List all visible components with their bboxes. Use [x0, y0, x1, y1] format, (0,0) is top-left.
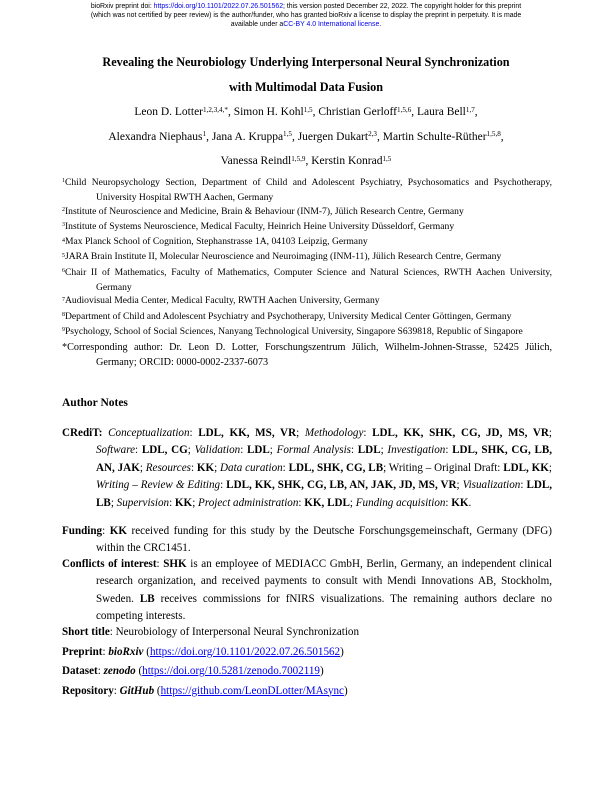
text-segment: zenodo — [103, 665, 136, 677]
link[interactable]: https://github.com/LeonDLotter/MAsync — [160, 684, 344, 697]
affiliation — [62, 310, 552, 325]
text-segment: Psychology, School of Social Sciences, Nanyang Technological University, Singapore S639818, Republic of Singapore — [64, 325, 523, 337]
conflicts-section — [62, 556, 552, 626]
text-segment: ) — [319, 665, 324, 677]
text-segment: Audiovisual Media Center, Medical Faculty, RWTH Aachen University, Germany — [64, 295, 380, 307]
text-segment: Repository — [62, 684, 114, 697]
text-segment: Methodology — [304, 427, 364, 439]
text-segment: ; — [349, 496, 356, 509]
text-segment: Funding — [62, 525, 103, 537]
text-segment: ( — [135, 665, 143, 677]
biorxiv-stamp-header — [26, 2, 586, 29]
paper-title-line-2: with Multimodal Data Fusion — [228, 80, 384, 94]
superscript: 8 — [62, 312, 65, 318]
text-segment: Software — [96, 444, 136, 457]
text-segment: LDL, SHK, CG, LB — [288, 461, 384, 474]
text-segment: Formal Analysis — [276, 444, 351, 457]
superscript: 1,5 — [283, 130, 292, 139]
superscript: 1,5 — [382, 154, 392, 163]
text-segment: , Simon H. Kohl — [227, 106, 304, 118]
text-segment: Max Planck School of Cognition, Stephanstrasse 1A, 04103 Leipzig, Germany — [64, 236, 368, 248]
text-segment: ; — [380, 444, 388, 457]
superscript: 1,5,9 — [291, 154, 306, 163]
text-segment: *Corresponding author: Dr. Leon D. Lotter, Forschungszentrum Jülich, Wilhelm-Johnen-Strasse, 52425 Jülich, Germany; ORCID: 0000-0002-2337-6073 — [62, 342, 552, 369]
superscript: 1 — [202, 130, 207, 139]
text-segment: Preprint — [62, 645, 103, 658]
funding-paragraph — [62, 523, 552, 558]
affiliation — [62, 294, 552, 309]
text-segment: LDL, SHK, CG, LB, AN, JAK — [96, 444, 553, 474]
text-segment: LDL — [357, 444, 381, 457]
superscript: 6 — [62, 268, 65, 275]
text-segment: ) — [340, 645, 344, 658]
text-segment: LDL, CG — [141, 444, 188, 457]
paper-title-line-1: Revealing the Neurobiology Underlying Interpersonal Neural Synchronization — [102, 55, 510, 69]
text-segment: LDL, KK, SHK, CG, JD, MS, VR — [372, 427, 549, 439]
superscript: 4 — [62, 237, 65, 244]
text-segment: Conceptualization — [108, 427, 190, 439]
text-segment: Conflicts of interest — [62, 558, 157, 570]
text-segment: Leon D. Lotter — [134, 106, 204, 118]
text-segment: : Neurobiology of Interpersonal Neural Synchronization — [109, 626, 359, 638]
dataset-line — [62, 662, 556, 682]
text-segment: ; this version posted December 22, 2022. The copyright holder for this preprint — [283, 3, 522, 10]
text-segment: is an employee of MEDIACC GmbH, Berlin, Germany, an independent clinical research organization, and received payments to consult with Mendi Innovations AB, Stockholm, Sweden. — [96, 558, 552, 605]
text-segment: LDL, KK, MS, VR — [198, 427, 297, 439]
text-segment: . — [379, 21, 382, 28]
author-list — [40, 101, 572, 175]
text-segment: CRediT: — [62, 427, 109, 439]
text-segment: : — [135, 444, 142, 457]
text-segment: KK — [109, 525, 127, 537]
text-segment: ; — [296, 427, 305, 439]
text-segment: : — [445, 444, 453, 457]
text-segment: Alexandra Niephaus — [108, 130, 203, 143]
text-segment: Project administration — [198, 496, 299, 509]
text-segment: ; — [548, 427, 552, 439]
text-segment: Dataset — [62, 665, 98, 677]
header-line-1 — [26, 2, 586, 11]
link[interactable]: https://doi.org/10.1101/2022.07.26.501562 — [149, 645, 341, 658]
text-segment: Investigation — [387, 444, 446, 457]
text-segment: Validation — [194, 444, 241, 457]
affiliation — [62, 325, 552, 340]
credit-paragraph — [62, 425, 552, 512]
text-segment: Department of Child and Adolescent Psychiatry and Psychotherapy, University Medical Center Göttingen, Germany — [64, 310, 512, 322]
credit-section — [62, 425, 552, 512]
text-segment: : — [445, 496, 452, 509]
text-segment: ; — [110, 496, 117, 509]
affiliation — [62, 235, 552, 250]
superscript: 1,5 — [303, 105, 313, 114]
text-segment: LDL, LB — [96, 479, 553, 509]
text-segment: bioRxiv preprint doi: — [90, 3, 154, 10]
text-segment: Funding acquisition — [355, 496, 446, 509]
text-segment: : — [240, 444, 247, 457]
text-segment: received funding for this study by the Deutsche Forschungsgemeinschaft, Germany (DFG) within the CRC1451. — [96, 525, 552, 555]
superscript: 1,5,8 — [486, 130, 501, 139]
paper-title — [52, 50, 560, 100]
author-line — [40, 101, 572, 126]
header-line-2: (which was not certified by peer review) is the author/funder, who has granted bioRxiv a license to display the preprint in perpetuity. It is made — [90, 12, 522, 19]
text-segment: : — [220, 479, 227, 492]
superscript: 1,5,6 — [397, 105, 412, 114]
text-segment: : — [298, 496, 305, 509]
text-segment: : — [102, 525, 110, 537]
text-segment: ) — [343, 684, 348, 697]
text-segment: Writing – Review & Editing — [96, 479, 221, 492]
text-segment: : — [189, 427, 199, 439]
text-segment: : — [169, 496, 175, 509]
link[interactable]: https://doi.org/10.1101/2022.07.26.501562 — [153, 3, 284, 10]
text-segment: ; — [548, 461, 552, 474]
text-segment: ; — [192, 496, 199, 509]
superscript: 9 — [62, 327, 65, 334]
text-segment: KK — [451, 496, 469, 509]
text-segment: : — [113, 684, 120, 697]
text-segment: Data curation — [220, 461, 283, 474]
author-line — [40, 126, 572, 151]
text-segment: Chair II of Mathematics, Faculty of Mathematics, Computer Science and Natural Sciences, RWTH Aachen University, Germany — [64, 266, 552, 294]
text-segment: ; — [269, 444, 277, 457]
affiliation — [62, 205, 552, 220]
text-segment: . — [468, 496, 472, 509]
text-segment: LB — [139, 592, 155, 605]
text-segment: , Christian Gerloff — [312, 106, 398, 118]
preprint-line — [62, 643, 556, 663]
text-segment: bioRxiv — [108, 645, 144, 658]
text-segment: : — [190, 461, 197, 474]
superscript: 3 — [62, 222, 65, 229]
text-segment: Institute of Systems Neuroscience, Medical Faculty, Heinrich Heine University Düsseldorf, Germany — [64, 220, 455, 232]
text-segment: ( — [154, 684, 161, 697]
text-segment: ; Writing – Original Draft: — [383, 461, 504, 474]
text-segment: ; — [456, 479, 463, 492]
superscript: 1 — [62, 178, 65, 185]
conflicts-paragraph — [62, 556, 552, 626]
text-segment: : — [102, 645, 109, 658]
text-segment: receives commissions for fNIRS visualizations. The remaining authors declare no competing interests. — [96, 592, 552, 623]
text-segment: : — [156, 558, 164, 570]
link[interactable]: https://doi.org/10.5281/zenodo.7002119 — [142, 665, 320, 677]
superscript: 1,2,3,4,* — [203, 105, 228, 114]
text-segment: : — [520, 479, 527, 492]
text-segment: Visualization — [462, 479, 521, 492]
text-segment: , Juergen Dukart — [291, 130, 369, 143]
text-segment: , Martin Schulte-Rüther — [376, 130, 487, 143]
text-segment: available under a — [230, 21, 284, 28]
text-segment: ( — [143, 645, 150, 658]
text-segment: Vanessa Reindl — [220, 155, 292, 167]
text-segment: Institute of Neuroscience and Medicine, Brain & Behaviour (INM-7), Jülich Research Centre, Germany — [64, 205, 464, 217]
text-segment: : — [350, 444, 358, 457]
text-segment: GitHub — [119, 684, 155, 697]
text-segment: Child Neuropsychology Section, Department of Child and Adolescent Psychiatry, Psychosomatics and Psychotherapy, University Hospital RWTH Aachen, Germany — [64, 177, 552, 204]
corresponding-author — [62, 340, 552, 370]
text-segment: KK, LDL — [304, 496, 350, 509]
text-segment: , — [500, 130, 504, 143]
author-line — [40, 150, 572, 175]
superscript: 2,3 — [368, 130, 377, 139]
text-segment: Resources — [145, 461, 191, 474]
affiliation — [62, 250, 552, 265]
link[interactable]: CC-BY 4.0 International license — [283, 21, 380, 28]
header-line-3 — [26, 20, 586, 29]
affiliation — [62, 266, 552, 295]
author-notes-heading: Author Notes — [62, 397, 128, 409]
text-segment: LDL, KK — [503, 461, 549, 474]
text-segment: Short title — [62, 626, 110, 638]
funding-section — [62, 523, 552, 558]
text-segment: , Laura Bell — [411, 106, 466, 118]
paper-metadata — [62, 623, 556, 701]
text-segment: , — [474, 106, 478, 118]
text-segment: : — [363, 427, 373, 439]
text-segment: KK — [196, 461, 215, 474]
corresponding-author-text — [62, 340, 552, 370]
affiliation — [62, 176, 552, 205]
superscript: 5 — [62, 252, 65, 259]
text-segment: , Kerstin Konrad — [305, 155, 383, 167]
affiliation — [62, 220, 552, 235]
text-segment: ; — [214, 461, 221, 474]
text-segment: KK — [174, 496, 193, 509]
text-segment: : — [97, 665, 104, 677]
text-segment: Supervision — [116, 496, 170, 509]
text-segment: LDL, KK, SHK, CG, LB, AN, JAK, JD, MS, VR — [226, 479, 457, 492]
text-segment: , Jana A. Kruppa — [206, 130, 284, 143]
text-segment: : — [282, 461, 289, 474]
repository-line — [62, 682, 556, 702]
text-segment: LDL — [246, 444, 270, 457]
text-segment: SHK — [163, 558, 187, 570]
text-segment: ; — [187, 444, 195, 457]
text-segment: JARA Brain Institute II, Molecular Neuroscience and Neuroimaging (INM-11), Jülich Research Centre, Germany — [64, 251, 502, 263]
superscript: 2 — [62, 206, 65, 213]
superscript: 1,7 — [465, 105, 475, 114]
short-title-line — [62, 623, 556, 643]
superscript: 7 — [62, 296, 65, 303]
text-segment: ; — [139, 461, 146, 474]
affiliation-list — [62, 176, 552, 340]
